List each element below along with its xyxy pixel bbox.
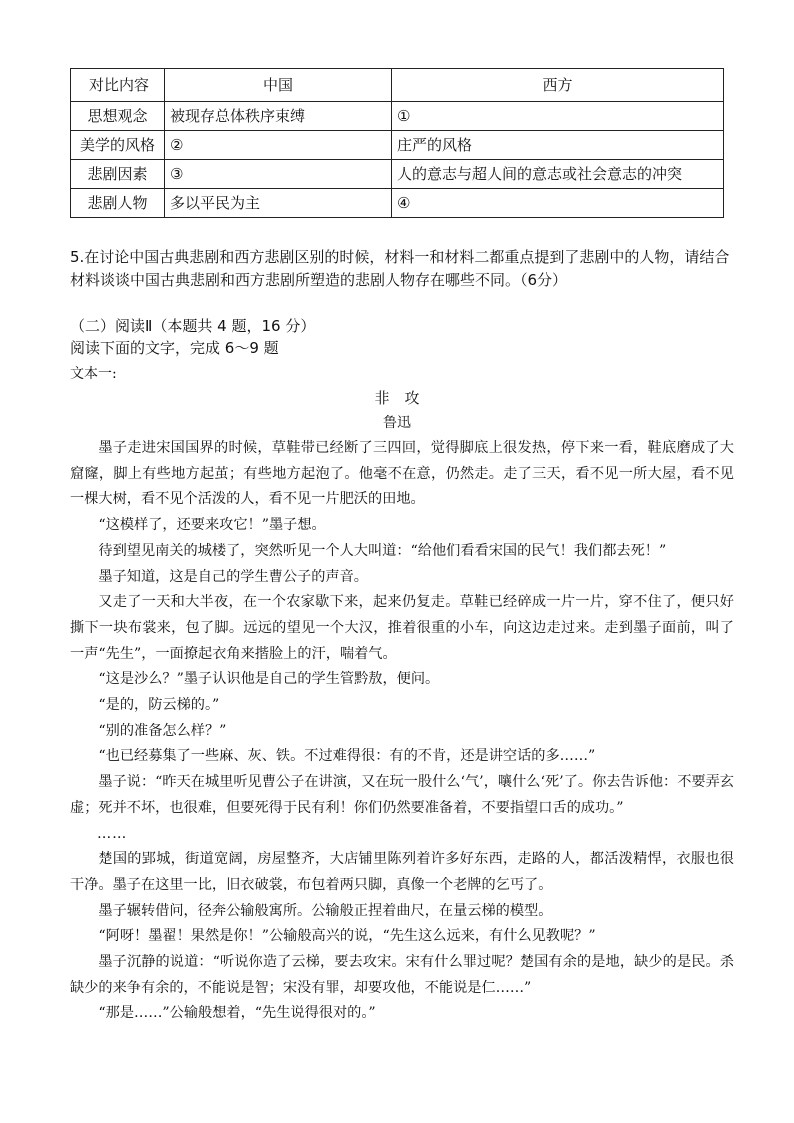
table-row (71, 189, 724, 218)
row-label: 悲剧因素 (71, 160, 165, 189)
row-label: 思想观念 (71, 102, 165, 131)
table-header-row (71, 69, 724, 102)
paragraph: 墨子说：“昨天在城里听见曹公子在讲演，又在玩一股什么‘气’，嚷什么‘死’了。你去告诉他：不要弄玄虚；死并不坏，也很难，但要死得于民有利！你们仍然要准备着，不要指望口舌的成功。” (70, 774, 734, 816)
paragraph: “这模样了，还要来攻它！”墨子想。 (98, 517, 326, 534)
west-cell: ④ (392, 189, 724, 218)
table-row (71, 102, 724, 131)
paragraph: “是的，防云梯的。” (98, 697, 220, 714)
china-cell: ③ (165, 160, 392, 189)
story-title: 非 攻 (374, 389, 420, 407)
china-cell: ② (165, 131, 392, 160)
paragraph: 待到望见南关的城楼了，突然听见一个人大叫道：“给他们看看宋国的民气！我们都去死！” (98, 542, 667, 559)
story-author: 鲁迅 (383, 415, 411, 431)
paragraph: 墨子走进宋国国界的时候，草鞋带已经断了三四回，觉得脚底上很发热，停下来一看，鞋底磨成了大窟窿，脚上有些地方起茧；有些地方起泡了。他毫不在意，仍然走。走了三天，看不见一所大屋，看不见一棵大树，看不见个活泼的人，看不见一片肥沃的田地。 (70, 440, 734, 508)
west-cell: ① (392, 102, 724, 131)
text-label: 文本一: (70, 366, 117, 382)
paragraph: “那是……”公输般想着，“先生说得很对的。” (98, 1005, 376, 1022)
west-cell: 人的意志与超人间的意志或社会意志的冲突 (392, 160, 724, 189)
paragraph: 墨子知道，这是自己的学生曹公子的声音。 (98, 568, 368, 585)
header-cell: 对比内容 (71, 69, 165, 102)
paragraph: 又走了一天和大半夜，在一个农家歇下来，起来仍复走。草鞋已经碎成一片一片，穿不住了，便只好撕下一块布裳来，包了脚。远远的望见一个大汉，推着很重的小车，向这边走过来。走到墨子面前，叫了一声“先生”，一面撩起衣角来揩脸上的汗，喘着气。 (70, 594, 734, 662)
row-label: 悲剧人物 (71, 189, 165, 218)
west-cell: 庄严的风格 (392, 131, 724, 160)
paragraph: “也已经募集了一些麻、灰、铁。不过难得很：有的不肯，还是讲空话的多……” (98, 748, 596, 765)
header-cell: 中国 (165, 69, 392, 102)
paragraph: “这是沙么？”墨子认识他是自己的学生管黔敖，便问。 (98, 671, 440, 688)
instruction: 阅读下面的文字，完成 6～9 题 (70, 339, 279, 357)
table-row (71, 160, 724, 189)
ellipsis-break: …… (96, 825, 128, 842)
china-cell: 被现存总体秩序束缚 (165, 102, 392, 131)
paragraph: 楚国的郢城，街道宽阔，房屋整齐，大店铺里陈列着许多好东西，走路的人，都活泼精悍，衣服也很干净。墨子在这里一比，旧衣破裳，布包着两只脚，真像一个老牌的乞丐了。 (70, 851, 734, 893)
table-row (71, 131, 724, 160)
china-cell: 多以平民为主 (165, 189, 392, 218)
row-label: 美学的风格 (71, 131, 165, 160)
story-body (70, 436, 734, 1027)
comparison-table (70, 68, 724, 218)
paragraph: “阿呀！墨翟！果然是你！”公输般高兴的说，“先生这么远来，有什么见教呢？” (98, 928, 596, 945)
paragraph: 墨子沉静的说道：“听说你造了云梯，要去攻宋。宋有什么罪过呢？楚国有余的是地，缺少的是民。杀缺少的来争有余的，不能说是智；宋没有罪，却要攻他，不能说是仁……” (70, 954, 734, 996)
header-cell: 西方 (392, 69, 724, 102)
paragraph: 墨子辗转借问，径奔公输般寓所。公输般正捏着曲尺，在量云梯的模型。 (98, 902, 553, 919)
paragraph: “别的准备怎么样？” (98, 722, 227, 739)
question-5: 5.在讨论中国古典悲剧和西方悲剧区别的时候，材料一和材料二都重点提到了悲剧中的人物，请结合材料谈谈中国古典悲剧和西方悲剧所塑造的悲剧人物存在哪些不同。（6分） (70, 248, 730, 289)
section-title: （二）阅读Ⅱ（本题共 4 题，16 分） (70, 317, 316, 335)
